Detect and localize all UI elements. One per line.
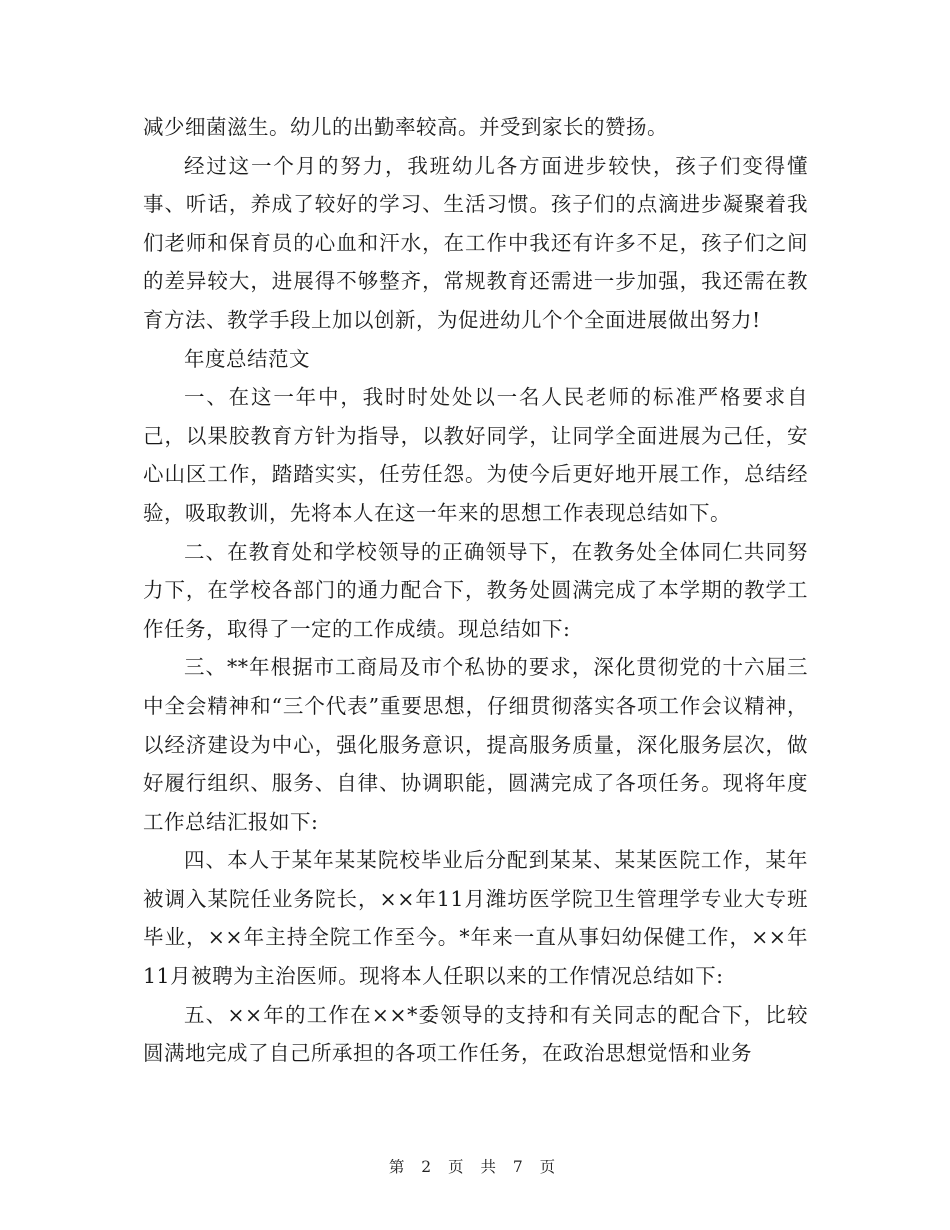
paragraph-three: 三、**年根据市工商局及市个私协的要求，深化贯彻党的十六届三中全会精神和“三个代表”重要思想，仔细贯彻落实各项工作会议精神，以经济建设为中心，强化服务意识，提高服务质量，深化服务层次，做好履行组织、服务、自律、协调职能，圆满完成了各项任务。现将年度工作总结汇报如下:	[143, 655, 808, 834]
paragraph-four: 四、本人于某年某某院校毕业后分配到某某、某某医院工作，某年被调入某院任业务院长，××年11月潍坊医学院卫生管理学专业大专班毕业，××年主持全院工作至今。*年来一直从事妇幼保健工作，××年11月被聘为主治医师。现将本人任职以来的工作情况总结如下:	[143, 848, 808, 989]
paragraph-summary-month: 经过这一个月的努力，我班幼儿各方面进步较快，孩子们变得懂事、听话，养成了较好的学习、生活习惯。孩子们的点滴进步凝聚着我们老师和保育员的心血和汗水，在工作中我还有许多不足，孩子们之间的差异较大，进展得不够整齐，常规教育还需进一步加强，我还需在教育方法、教学手段上加以创新，为促进幼儿个个全面进展做出努力!	[143, 153, 808, 332]
paragraph-five: 五、××年的工作在××*委领导的支持和有关同志的配合下，比较圆满地完成了自己所承担的各项工作任务，在政治思想觉悟和业务	[143, 1002, 808, 1066]
paragraph-one: 一、在这一年中，我时时处处以一名人民老师的标准严格要求自己，以果胶教育方针为指导，以教好同学，让同学全面进展为己任，安心山区工作，踏踏实实，任劳任怨。为使今后更好地开展工作，总结经验，吸取教训，先将本人在这一年来的思想工作表现总结如下。	[143, 385, 808, 525]
section-heading: 年度总结范文	[184, 346, 310, 371]
document-body	[143, 108, 808, 1073]
page-number-footer: 第 2 页 共 7 页	[388, 1158, 562, 1176]
paragraph-two: 二、在教育处和学校领导的正确领导下，在教务处全体同仁共同努力下，在学校各部门的通力配合下，教务处圆满完成了本学期的教学工作任务，取得了一定的工作成绩。现总结如下:	[143, 539, 808, 641]
paragraph-continuation: 减少细菌滋生。幼儿的出勤率较高。并受到家长的赞扬。	[143, 115, 668, 139]
